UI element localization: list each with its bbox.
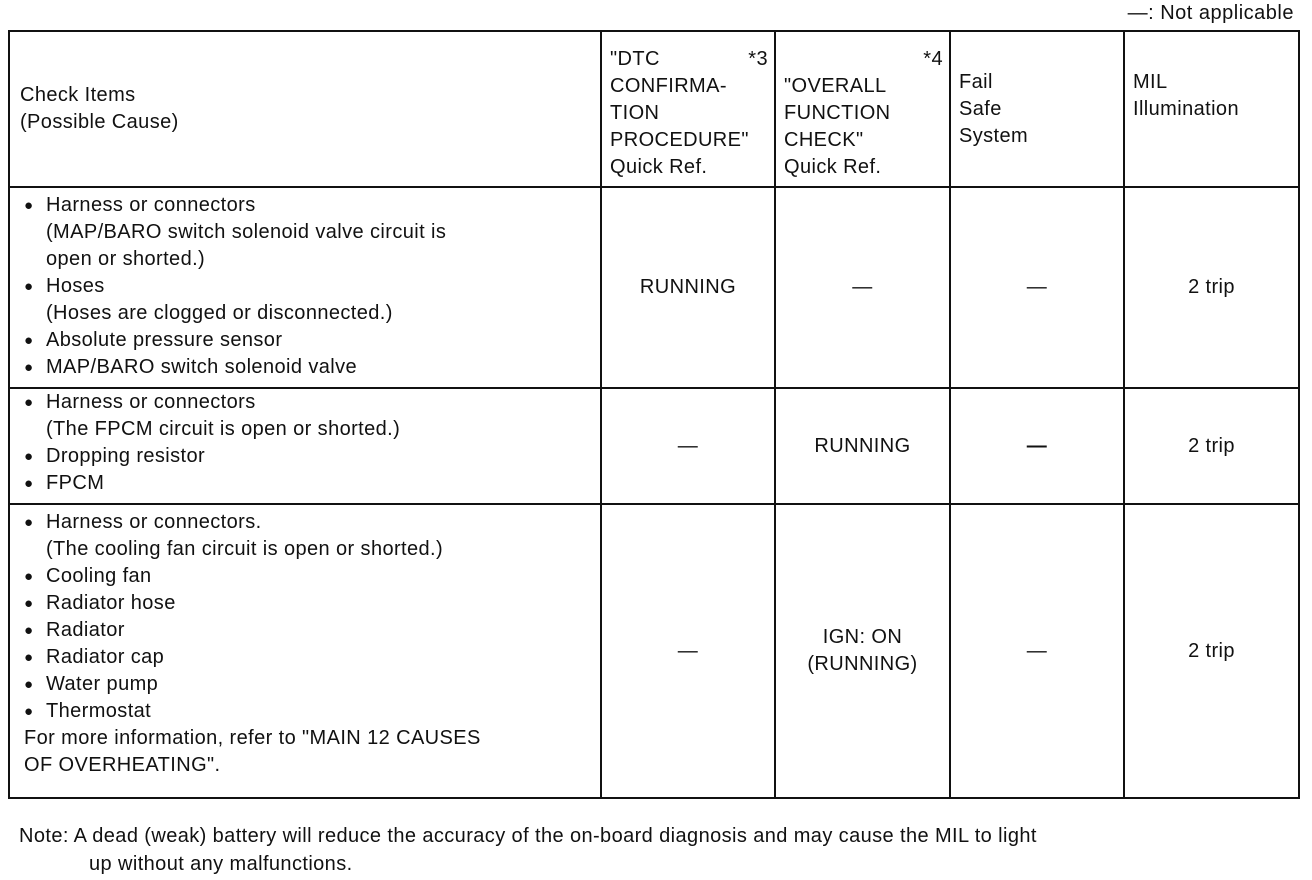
bullet-icon: ● — [24, 197, 34, 214]
bullet-icon: ● — [24, 278, 34, 295]
check-item — [24, 443, 590, 470]
bullet-icon: ● — [24, 332, 34, 349]
dtc-value: — — [601, 504, 775, 798]
bullet-icon: ● — [24, 649, 34, 666]
check-item-text: Dropping resistor — [46, 445, 206, 467]
header-fail-safe-line: System — [959, 124, 1029, 147]
overall-value-line: IGN: ON — [822, 626, 903, 648]
bullet-icon: ● — [24, 448, 34, 465]
header-dtc-line: TION — [610, 102, 660, 124]
check-item-text: Harness or connectors. — [46, 511, 262, 533]
diagnosis-table — [8, 30, 1300, 799]
bullet-icon: ● — [24, 475, 34, 492]
check-item-text: Harness or connectors — [46, 391, 256, 413]
check-item-detail: (The FPCM circuit is open or shorted.) — [46, 418, 401, 440]
check-item-text: Absolute pressure sensor — [46, 329, 283, 351]
header-dtc-line: PROCEDURE" — [610, 129, 749, 151]
check-item-text: MAP/BARO switch solenoid valve — [46, 356, 358, 378]
check-item — [24, 509, 590, 536]
header-overall-line: Quick Ref. — [784, 156, 882, 178]
check-item-text: Water pump — [46, 673, 159, 695]
overall-value: RUNNING — [775, 388, 950, 504]
check-item — [24, 617, 590, 644]
mil-value: 2 trip — [1124, 388, 1299, 504]
dtc-value: RUNNING — [601, 187, 775, 388]
check-item-text: Harness or connectors — [46, 194, 256, 216]
check-item — [24, 327, 590, 354]
check-item-detail: (The cooling fan circuit is open or shorted.) — [46, 538, 444, 560]
check-item — [24, 389, 590, 416]
check-item-text: Radiator cap — [46, 646, 165, 668]
fail-safe-value: — — [950, 388, 1124, 504]
check-item — [24, 470, 590, 497]
bullet-icon: ● — [24, 568, 34, 585]
more-info-text: OF OVERHEATING". — [24, 754, 221, 776]
header-check-items-line: Check Items — [20, 84, 136, 106]
check-items-cell — [9, 388, 601, 504]
table-row — [9, 504, 1299, 798]
check-item — [24, 563, 590, 590]
header-fail-safe-system — [950, 31, 1124, 187]
bullet-icon: ● — [24, 359, 34, 376]
check-item — [24, 354, 590, 381]
bullet-icon: ● — [24, 622, 34, 639]
bullet-icon: ● — [24, 703, 34, 720]
battery-note-line: up without any malfunctions. — [89, 853, 353, 875]
header-dtc-line: Quick Ref. — [610, 156, 708, 178]
check-item-text: Radiator hose — [46, 592, 176, 614]
overall-value: — — [775, 187, 950, 388]
check-item-text: Radiator — [46, 619, 125, 641]
header-dtc-confirmation — [601, 31, 775, 187]
fail-safe-value: — — [950, 504, 1124, 798]
table-header-row — [9, 31, 1299, 187]
header-mil-line: MIL — [1133, 71, 1168, 93]
mil-value: 2 trip — [1124, 504, 1299, 798]
check-item-text: FPCM — [46, 472, 105, 494]
bullet-icon: ● — [24, 676, 34, 693]
overall-value — [775, 504, 950, 798]
header-fail-safe-line: Safe — [959, 97, 1002, 120]
header-check-items-line: (Possible Cause) — [20, 111, 179, 133]
table-row — [9, 187, 1299, 388]
check-items-cell — [9, 187, 601, 388]
dtc-value: — — [601, 388, 775, 504]
header-overall-line: FUNCTION — [784, 102, 891, 124]
header-dtc-ref: *3 — [748, 48, 768, 70]
fail-safe-value: — — [950, 187, 1124, 388]
header-mil-line: Illumination — [1133, 98, 1239, 120]
table-row — [9, 388, 1299, 504]
battery-note — [19, 822, 1289, 878]
header-overall-function-check — [775, 31, 950, 187]
check-item-text: Thermostat — [46, 700, 152, 722]
check-item — [24, 671, 590, 698]
header-overall-line: "OVERALL — [784, 75, 887, 97]
battery-note-line: Note: A dead (weak) battery will reduce the accuracy of the on-board diagnosis and may cause the MIL to light — [19, 825, 1037, 847]
bullet-icon: ● — [24, 394, 34, 411]
check-item-detail: (MAP/BARO switch solenoid valve circuit is — [46, 221, 447, 243]
header-check-items — [9, 31, 601, 187]
header-overall-ref: *4 — [923, 48, 943, 70]
bullet-icon: ● — [24, 514, 34, 531]
overall-value-line: (RUNNING) — [807, 653, 918, 675]
check-item — [24, 192, 590, 219]
header-dtc-line: CONFIRMA- — [610, 75, 727, 97]
check-item — [24, 698, 590, 725]
check-items-cell — [9, 504, 601, 798]
check-item — [24, 644, 590, 671]
check-item-detail: open or shorted.) — [46, 248, 206, 270]
check-item-text: Cooling fan — [46, 565, 152, 587]
bullet-icon: ● — [24, 595, 34, 612]
check-item-detail: (Hoses are clogged or disconnected.) — [46, 302, 393, 324]
header-fail-safe-line: Fail — [959, 70, 993, 93]
check-item — [24, 273, 590, 300]
header-dtc-line: "DTC — [610, 48, 660, 70]
header-mil-illumination — [1124, 31, 1299, 187]
check-item — [24, 590, 590, 617]
check-item-text: Hoses — [46, 275, 105, 297]
not-applicable-legend: —: Not applicable — [1127, 2, 1294, 24]
mil-value: 2 trip — [1124, 187, 1299, 388]
header-overall-line: CHECK" — [784, 129, 864, 151]
more-info-text: For more information, refer to "MAIN 12 CAUSES — [24, 727, 481, 749]
